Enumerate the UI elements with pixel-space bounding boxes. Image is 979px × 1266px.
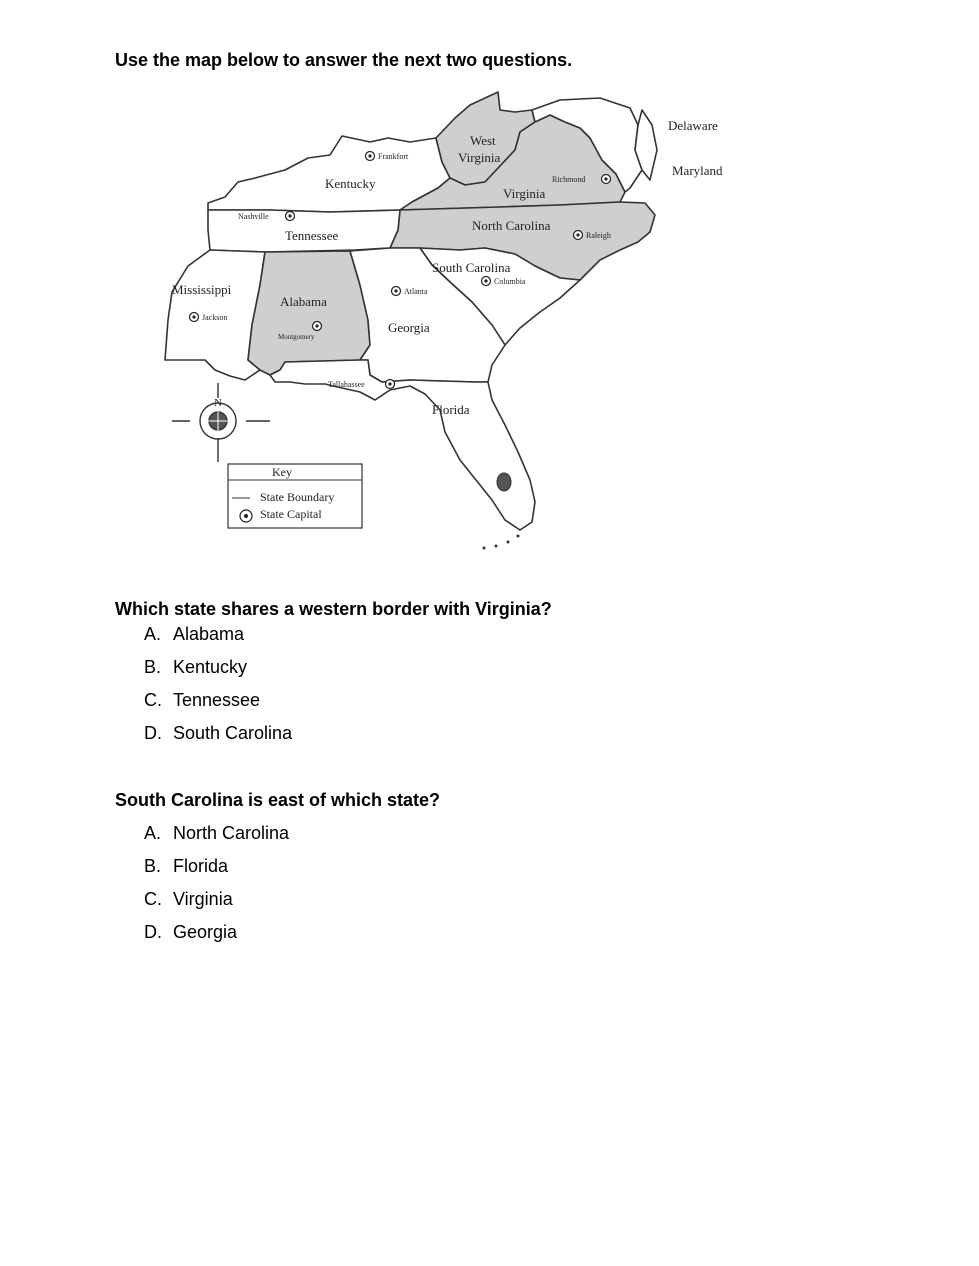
option-text: Tennessee bbox=[173, 690, 261, 710]
capital-label-nashville: Nashville bbox=[238, 212, 269, 221]
option-letter: D. bbox=[144, 922, 162, 942]
option-letter: A. bbox=[144, 823, 162, 843]
question-1-option-c[interactable] bbox=[115, 689, 552, 722]
map-svg bbox=[120, 70, 765, 570]
instructions-heading: Use the map below to answer the next two questions. bbox=[115, 50, 573, 70]
option-letter: D. bbox=[144, 723, 162, 743]
question-1-option-b[interactable] bbox=[115, 656, 552, 689]
label-georgia: Georgia bbox=[388, 320, 430, 335]
label-west-virginia-line1: West bbox=[470, 133, 496, 148]
capital-label-columbia: Columbia bbox=[494, 277, 526, 286]
capital-label-tallahassee: Tallahassee bbox=[328, 380, 365, 389]
question-1 bbox=[115, 598, 552, 755]
label-mississippi: Mississippi bbox=[172, 282, 232, 297]
label-tennessee: Tennessee bbox=[285, 228, 339, 243]
question-2 bbox=[115, 789, 440, 954]
alabama-shape bbox=[248, 251, 370, 375]
capital-label-frankfort: Frankfort bbox=[378, 152, 409, 161]
option-text: Georgia bbox=[173, 922, 238, 942]
label-kentucky: Kentucky bbox=[325, 176, 376, 191]
option-letter: A. bbox=[144, 624, 162, 644]
label-florida: Florida bbox=[432, 402, 470, 417]
option-text: Florida bbox=[173, 856, 229, 876]
label-virginia: Virginia bbox=[503, 186, 546, 201]
option-letter: C. bbox=[144, 889, 162, 909]
label-west-virginia-line2: Virginia bbox=[458, 150, 501, 165]
label-south-carolina: South Carolina bbox=[432, 260, 511, 275]
option-letter: C. bbox=[144, 690, 162, 710]
key-boundary-label: State Boundary bbox=[260, 490, 335, 504]
capital-label-richmond: Richmond bbox=[552, 175, 586, 184]
option-text: Virginia bbox=[173, 889, 233, 909]
florida-keys bbox=[483, 535, 520, 550]
option-letter: B. bbox=[144, 657, 162, 677]
option-text: Alabama bbox=[173, 624, 245, 644]
capital-columbia bbox=[482, 277, 527, 287]
capital-atlanta bbox=[392, 287, 428, 297]
question-2-option-b[interactable] bbox=[115, 855, 440, 888]
southeast-map bbox=[120, 70, 765, 570]
question-1-option-a[interactable] bbox=[115, 623, 552, 656]
question-2-option-d[interactable] bbox=[115, 921, 440, 954]
question-2-text: South Carolina is east of which state? bbox=[115, 790, 441, 810]
key-title: Key bbox=[272, 465, 292, 479]
question-2-option-c[interactable] bbox=[115, 888, 440, 921]
compass-rose bbox=[172, 383, 270, 462]
question-1-options bbox=[115, 623, 552, 755]
option-text: North Carolina bbox=[173, 823, 290, 843]
question-2-options bbox=[115, 822, 440, 954]
option-letter: B. bbox=[144, 856, 162, 876]
capital-jackson bbox=[190, 313, 228, 323]
label-maryland: Maryland bbox=[672, 163, 723, 178]
label-delaware: Delaware bbox=[668, 118, 718, 133]
capital-frankfort bbox=[366, 152, 409, 162]
map-key bbox=[228, 464, 362, 528]
capital-label-raleigh: Raleigh bbox=[586, 231, 611, 240]
key-capital-label: State Capital bbox=[260, 507, 322, 521]
capital-raleigh bbox=[574, 231, 611, 241]
capital-label-montgomery: Montgomery bbox=[278, 333, 315, 341]
label-north-carolina: North Carolina bbox=[472, 218, 551, 233]
compass-north-label: N bbox=[214, 397, 222, 409]
question-2-option-a[interactable] bbox=[115, 822, 440, 855]
lake-okeechobee bbox=[497, 473, 511, 491]
option-text: South Carolina bbox=[173, 723, 293, 743]
option-text: Kentucky bbox=[173, 657, 248, 677]
label-alabama: Alabama bbox=[280, 294, 327, 309]
capital-label-atlanta: Atlanta bbox=[404, 287, 428, 296]
question-1-option-d[interactable] bbox=[115, 722, 552, 755]
question-1-text: Which state shares a western border with Virginia? bbox=[115, 599, 552, 619]
capital-label-jackson: Jackson bbox=[202, 313, 228, 322]
